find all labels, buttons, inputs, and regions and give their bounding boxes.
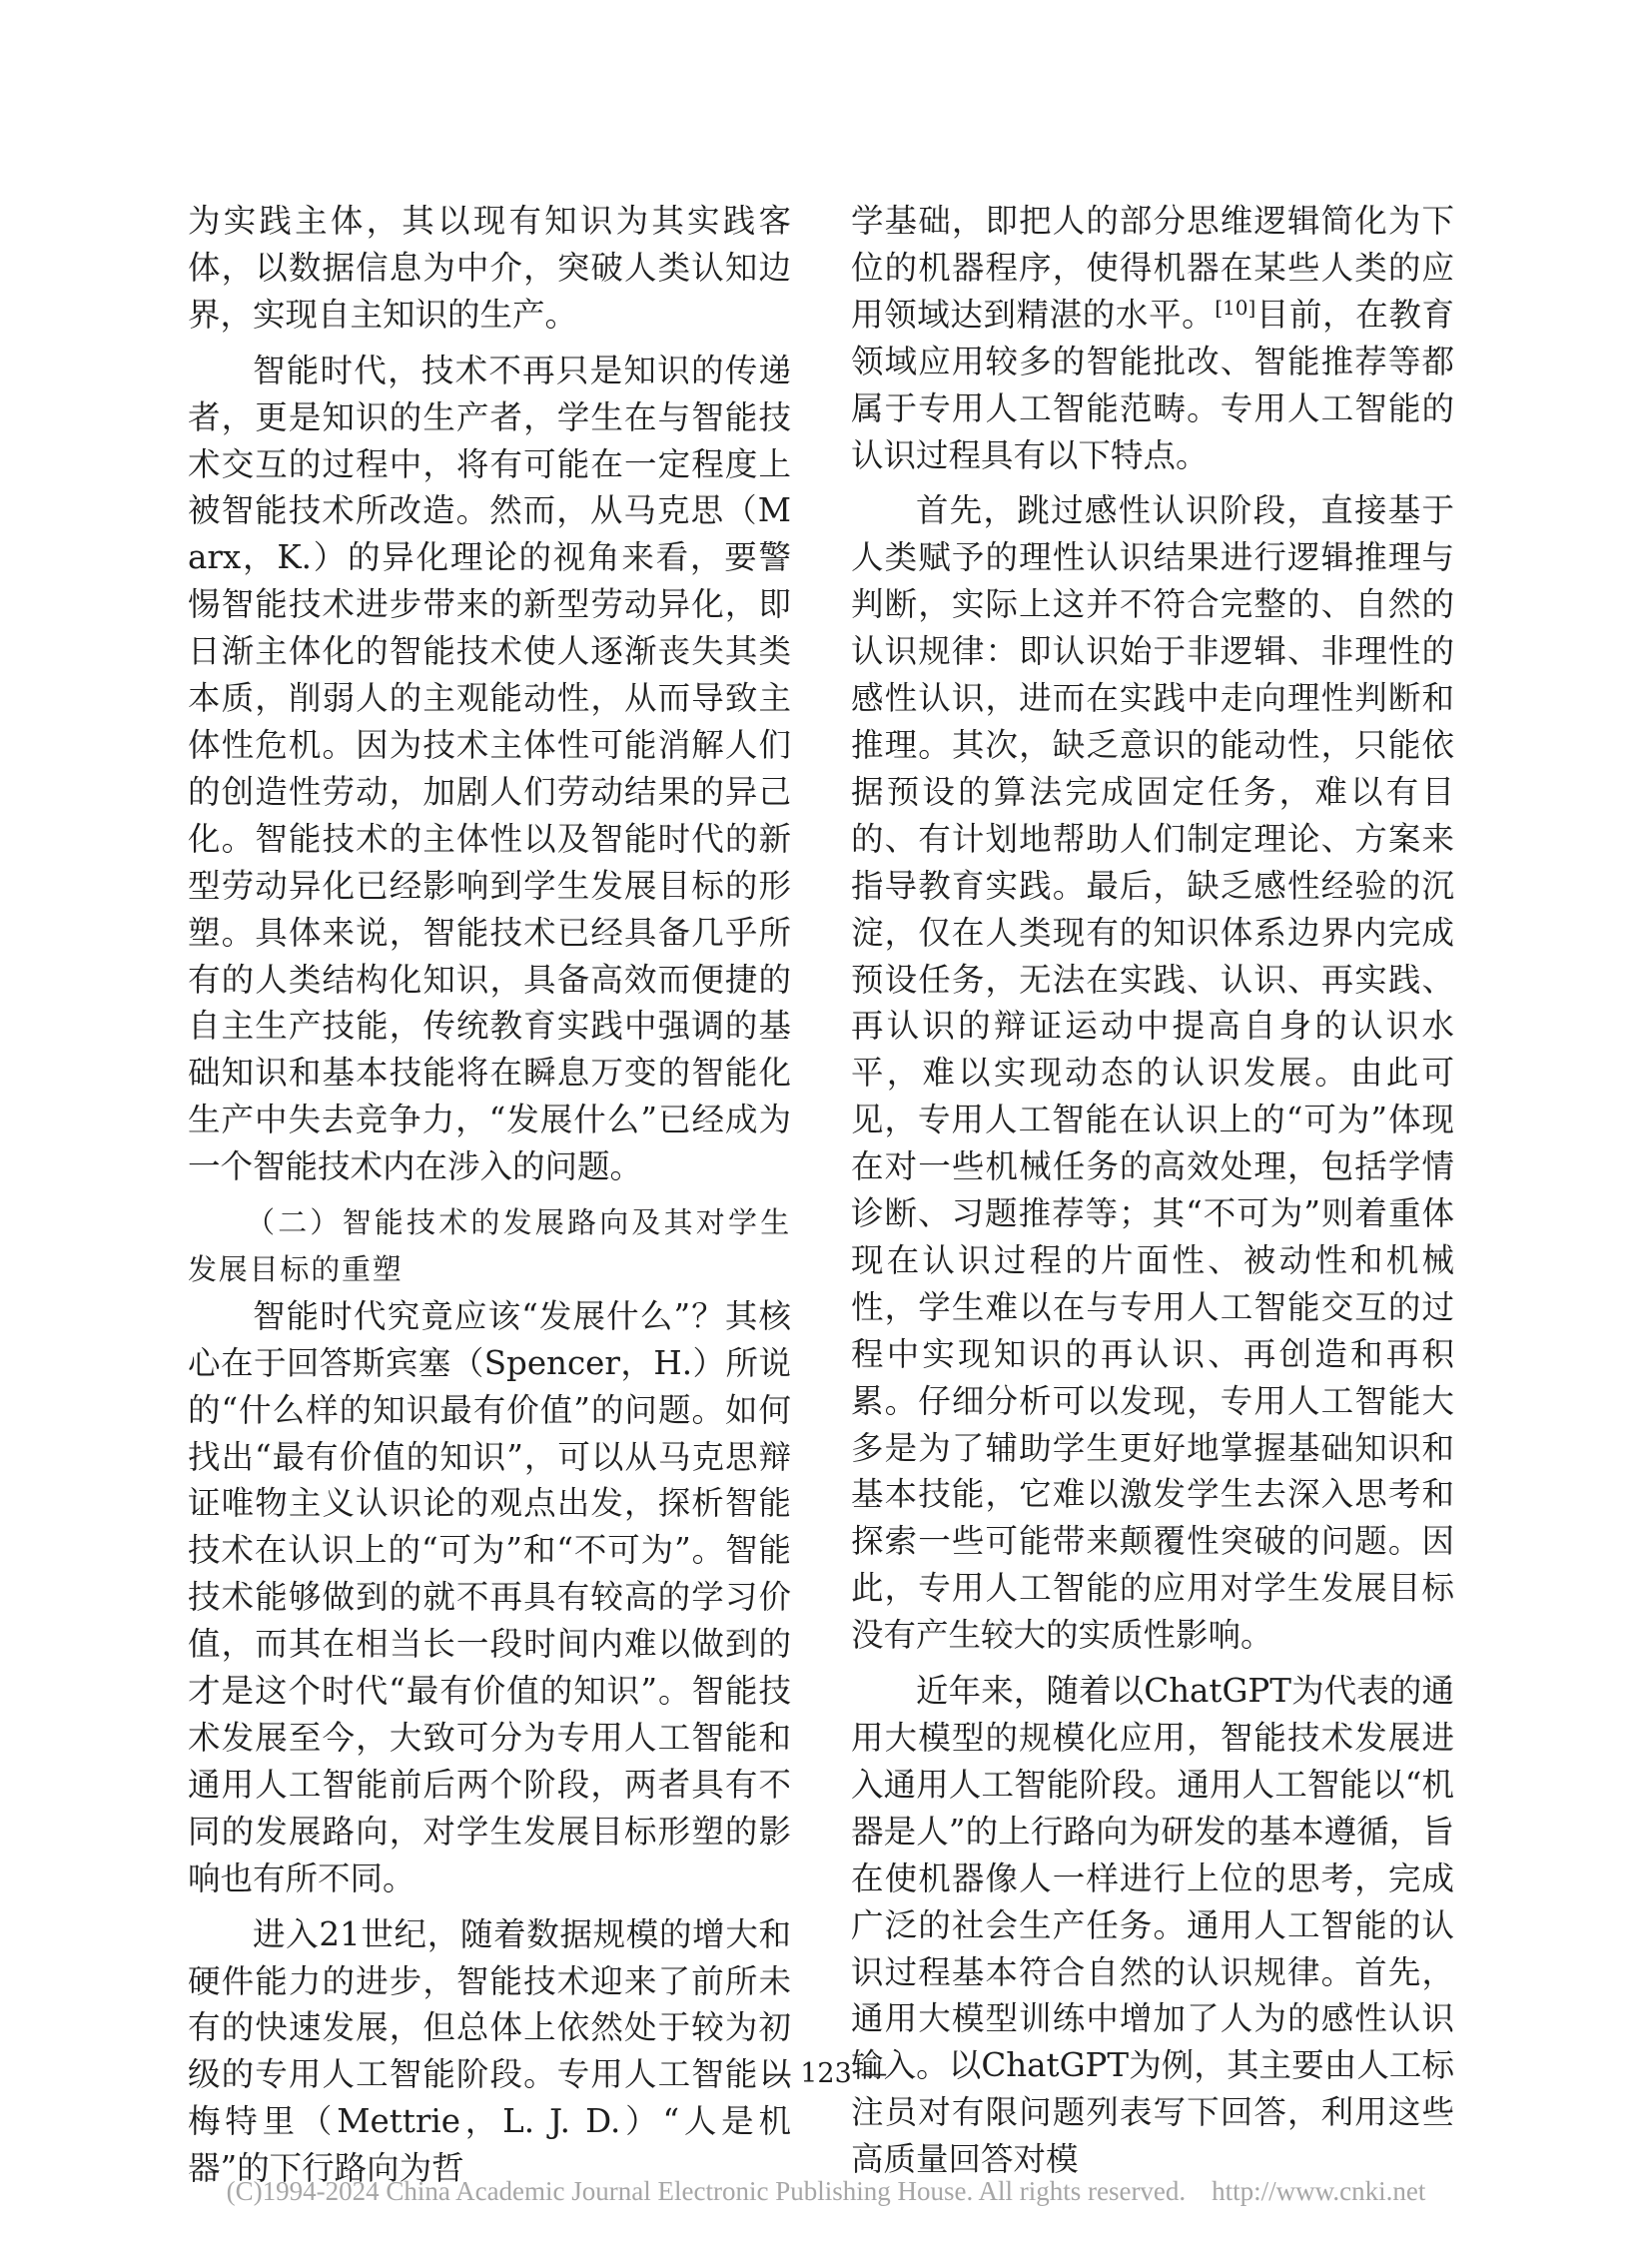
paragraph: 近年来，随着以ChatGPT为代表的通用大模型的规模化应用，智能技术发展进入通用人工智能阶段。通用人工智能以“机器是人”的上行路向为研发的基本遵循，旨在使机器像人一样进行上位的思考，完成广泛的社会生产任务。通用人工智能的认识过程基本符合自然的认识规律。首先，通用大模型训练中增加了人为的感性认识输入。以ChatGPT为例，其主要由人工标注员对有限问题列表写下回答，利用这些高质量回答对模	[851, 1672, 1454, 2179]
paragraph: 进入21世纪，随着数据规模的增大和硬件能力的进步，智能技术迎来了前所未有的快速发展，但总体上依然处于较为初级的专用人工智能阶段。专用人工智能以梅特里（Mettrie，L. J. D.）“人是机器”的下行路向为哲	[188, 1914, 791, 2188]
right-column	[851, 198, 1454, 2183]
page-number: — 123 —	[764, 2058, 888, 2089]
paragraph: 为实践主体，其以现有知识为其实践客体，以数据信息为中介，突破人类认知边界，实现自主知识的生产。	[188, 202, 791, 334]
citation-reference: [10]	[1215, 295, 1256, 320]
paragraph: 首先，跳过感性认识阶段，直接基于人类赋予的理性认识结果进行逻辑推理与判断，实际上这并不符合完整的、自然的认识规律：即认识始于非逻辑、非理性的感性认识，进而在实践中走向理性判断和推理。其次，缺乏意识的能动性，只能依据预设的算法完成固定任务，难以有目的、有计划地帮助人们制定理论、方案来指导教育实践。最后，缺乏感性经验的沉淀，仅在人类现有的知识体系边界内完成预设任务，无法在实践、认识、再实践、再认识的辩证运动中提高自身的认识水平，难以实现动态的认识发展。由此可见，专用人工智能在认识上的“可为”体现在对一些机械任务的高效处理，包括学情诊断、习题推荐等；其“不可为”则着重体现在认识过程的片面性、被动性和机械性，学生难以在与专用人工智能交互的过程中实现知识的再认识、再创造和再积累。仔细分析可以发现，专用人工智能大多是为了辅助学生更好地掌握基础知识和基本技能，它难以激发学生去深入思考和探索一些可能带来颠覆性突破的问题。因此，专用人工智能的应用对学生发展目标没有产生较大的实质性影响。	[851, 491, 1454, 1655]
paragraph-text: 目前，在教育领域应用较多的智能批改、智能推荐等都属于专用人工智能范畴。专用人工智能的认识过程具有以下特点。	[851, 295, 1454, 474]
paragraph	[851, 198, 1454, 478]
paragraph: 智能时代究竟应该“发展什么”？其核心在于回答斯宾塞（Spencer，H.）所说的“什么样的知识最有价值”的问题。如何找出“最有价值的知识”，可以从马克思辩证唯物主义认识论的观点出发，探析智能技术在认识上的“可为”和“不可为”。智能技术能够做到的就不再具有较高的学习价值，而其在相当长一段时间内难以做到的才是这个时代“最有价值的知识”。智能技术发展至今，大致可分为专用人工智能和通用人工智能前后两个阶段，两者具有不同的发展路向，对学生发展目标形塑的影响也有所不同。	[188, 1296, 791, 1897]
paragraph-text: 学基础，即把人的部分思维逻辑简化为下位的机器程序，使得机器在某些人类的应用领域达到精湛的水平。	[851, 202, 1454, 334]
copyright-footer	[0, 2176, 1652, 2207]
section-subheading: （二）智能技术的发展路向及其对学生发展目标的重塑	[188, 1205, 791, 1286]
paragraph: 智能时代，技术不再只是知识的传递者，更是知识的生产者，学生在与智能技术交互的过程中，将有可能在一定程度上被智能技术所改造。然而，从马克思（Marx，K.）的异化理论的视角来看，要警惕智能技术进步带来的新型劳动异化，即日渐主体化的智能技术使人逐渐丧失其类本质，削弱人的主观能动性，从而导致主体性危机。因为技术主体性可能消解人们的创造性劳动，加剧人们劳动结果的异己化。智能技术的主体性以及智能时代的新型劳动异化已经影响到学生发展目标的形塑。具体来说，智能技术已经具备几乎所有的人类结构化知识，具备高效而便捷的自主生产技能，传统教育实践中强调的基础知识和基本技能将在瞬息万变的智能化生产中失去竞争力，“发展什么”已经成为一个智能技术内在涉入的问题。	[188, 351, 791, 1186]
copyright-notice: (C)1994-2024 China Academic Journal Electronic Publishing House. All rights reserved.	[226, 2176, 1187, 2206]
cnki-url: http://www.cnki.net	[1212, 2176, 1426, 2206]
left-column	[188, 198, 791, 2192]
